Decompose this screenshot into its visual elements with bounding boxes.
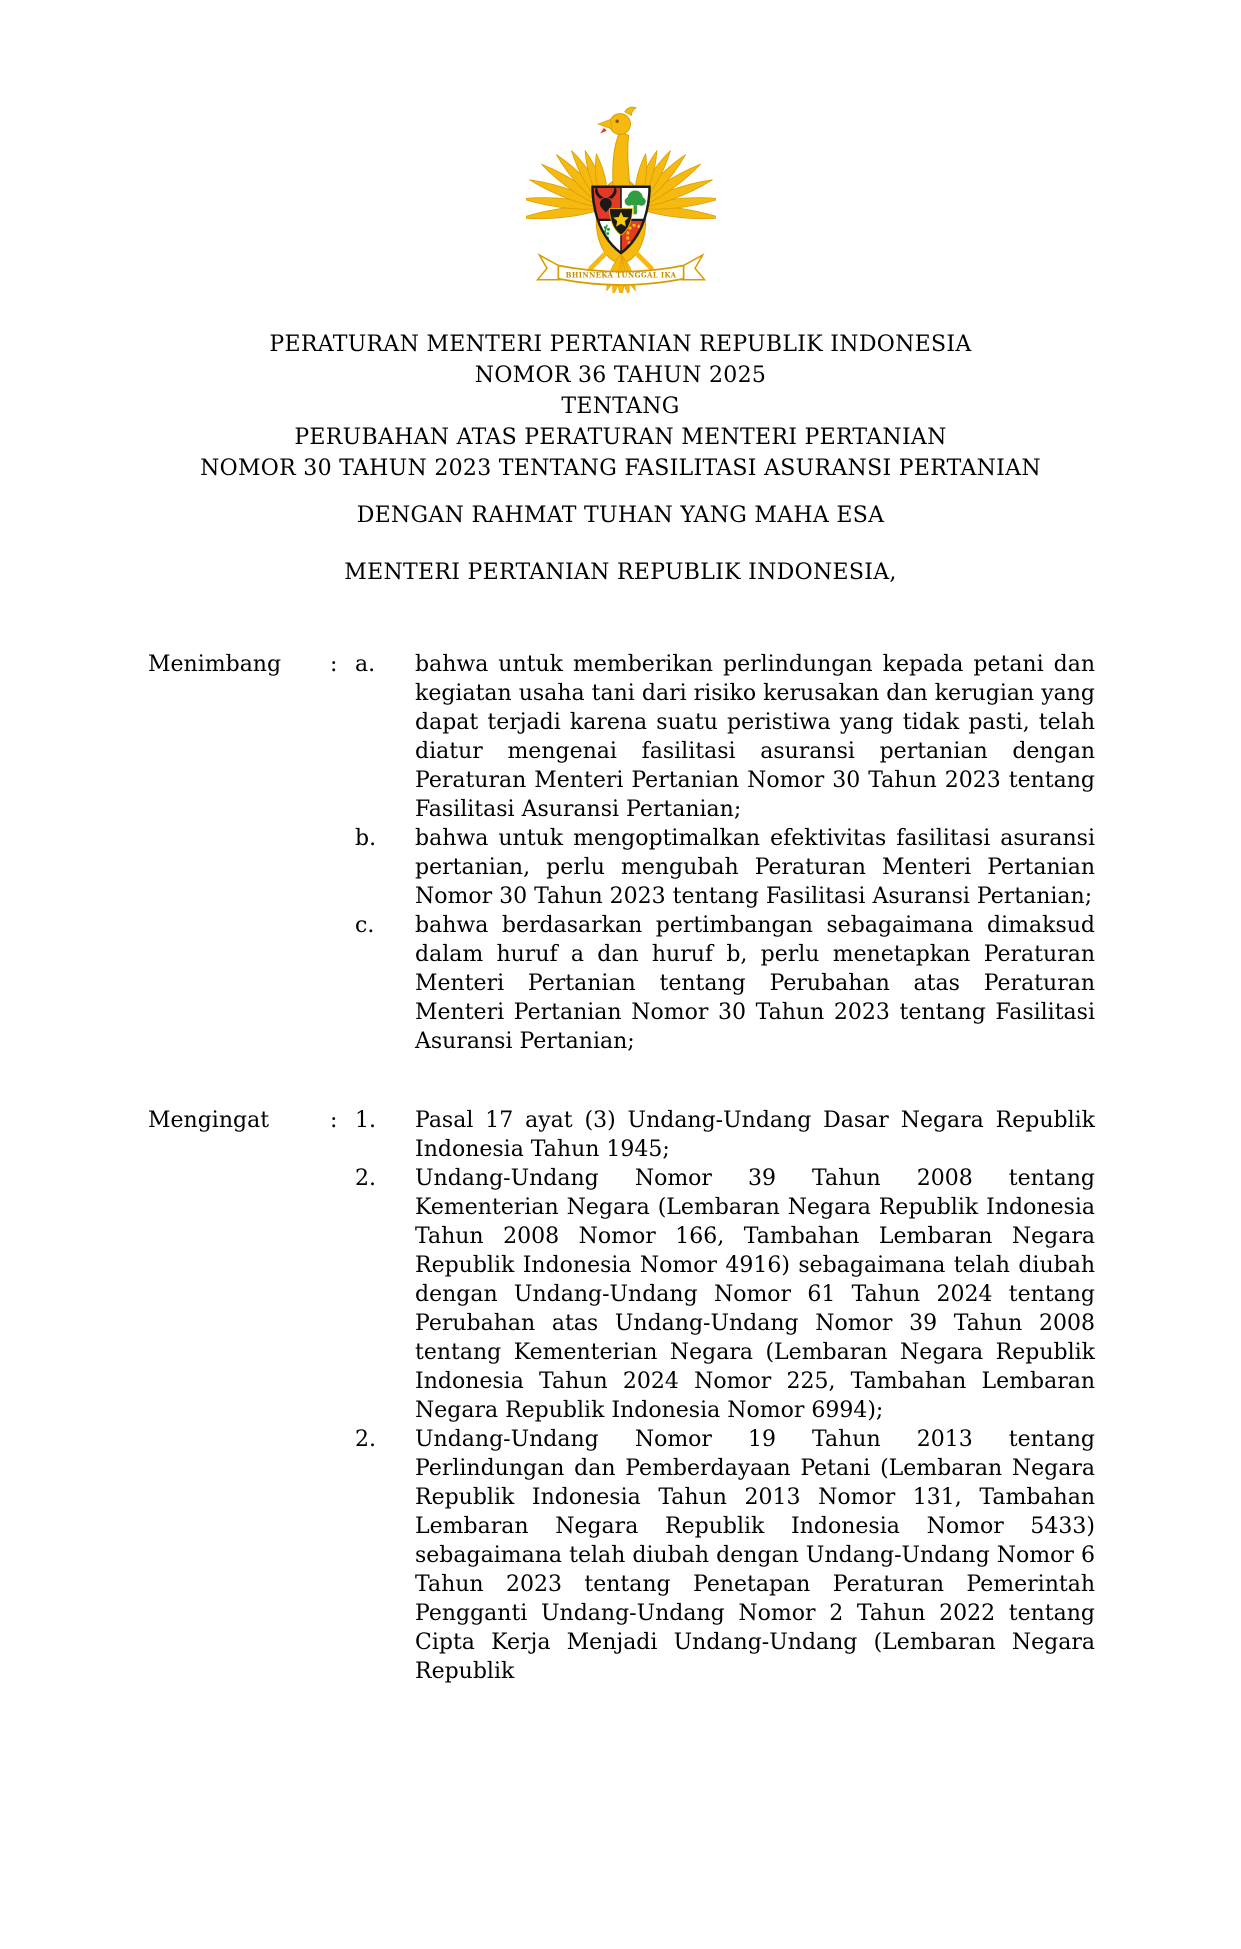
item-marker: c. [355, 913, 375, 938]
officiant-line: MENTERI PERTANIAN REPUBLIK INDONESIA, [344, 560, 897, 585]
item-text: bahwa berdasarkan pertimbangan sebagaimana dimaksud dalam huruf a dan huruf b, perlu menetapkan Peraturan Menteri Pertanian tentang Perubahan atas Peraturan Menteri Pertanian Nomor 30 Tahun 2023 tentang Fasilitasi Asuransi Pertanian; [415, 913, 1095, 1054]
document-body [148, 650, 1095, 1686]
legal-basis-item-3 [148, 1425, 1095, 1686]
beak [598, 119, 611, 128]
garuda-pancasila-emblem [526, 88, 716, 293]
item-text: Undang-Undang Nomor 39 Tahun 2008 tentang Kementerian Negara (Lembaran Negara Republik Indonesia Tahun 2008 Nomor 166, Tambahan Lembaran Negara Republik Indonesia Nomor 4916) sebagaimana telah diubah dengan Undang-Undang Nomor 61 Tahun 2024 tentang Perubahan atas Undang-Undang Nomor 39 Tahun 2008 tentang Kementerian Negara (Lembaran Negara Republik Indonesia Tahun 2024 Nomor 225, Tambahan Lembaran Negara Republik Indonesia Nomor 6994); [415, 1166, 1095, 1423]
pancasila-shield [590, 186, 651, 258]
section-colon: : [330, 1108, 338, 1133]
title-line-1: PERATURAN MENTERI PERTANIAN REPUBLIK INDONESIA [269, 332, 972, 357]
eagle-head [609, 114, 630, 135]
section-colon: : [330, 652, 338, 677]
title-line-5: NOMOR 30 TAHUN 2023 TENTANG FASILITASI ASURANSI PERTANIAN [200, 456, 1041, 481]
item-marker: 2. [355, 1166, 376, 1191]
item-marker: 2. [355, 1427, 376, 1452]
tongue [600, 128, 607, 134]
item-text: bahwa untuk mengoptimalkan efektivitas fasilitasi asuransi pertanian, perlu mengubah Peraturan Menteri Pertanian Nomor 30 Tahun 2023 tentang Fasilitasi Asuransi Pertanian; [415, 826, 1095, 909]
item-marker: a. [355, 652, 376, 677]
emblem-motto-text: BHINNEKA TUNGGAL IKA [565, 271, 676, 280]
title-line-2: NOMOR 36 TAHUN 2025 [474, 363, 767, 388]
consideration-item-c [148, 911, 1095, 1056]
garuda-pancasila-icon [526, 88, 716, 293]
eye [615, 120, 618, 123]
head-crest [624, 107, 635, 116]
consideration-item-b [148, 824, 1095, 911]
invocation-line: DENGAN RAHMAT TUHAN YANG MAHA ESA [356, 503, 885, 528]
title-line-4: PERUBAHAN ATAS PERATURAN MENTERI PERTANIAN [294, 425, 947, 450]
consideration-item-a [148, 650, 1095, 824]
title-line-3: TENTANG [561, 394, 680, 419]
section-menimbang [148, 650, 1095, 1056]
section-label: Mengingat [148, 1108, 270, 1133]
item-text: Undang-Undang Nomor 19 Tahun 2013 tentang Perlindungan dan Pemberdayaan Petani (Lembaran Negara Republik Indonesia Tahun 2013 Nomor 131, Tambahan Lembaran Negara Republik Indonesia Nomor 5433) sebagaimana telah diubah dengan Undang-Undang Nomor 6 Tahun 2023 tentang Penetapan Peraturan Pemerintah Pengganti Undang-Undang Nomor 2 Tahun 2022 tentang Cipta Kerja Menjadi Undang-Undang (Lembaran Negara Republik [415, 1427, 1095, 1684]
section-mengingat [148, 1106, 1095, 1686]
item-text: Pasal 17 ayat (3) Undang-Undang Dasar Negara Republik Indonesia Tahun 1945; [415, 1108, 1095, 1162]
item-text: bahwa untuk memberikan perlindungan kepada petani dan kegiatan usaha tani dari risiko kerusakan dan kerugian yang dapat terjadi karena suatu peristiwa yang tidak pasti, telah diatur mengenai fasilitasi asuransi pertanian dengan Peraturan Menteri Pertanian Nomor 30 Tahun 2023 tentang Fasilitasi Asuransi Pertanian; [415, 652, 1095, 822]
item-marker: 1. [355, 1108, 376, 1133]
item-marker: b. [355, 826, 377, 851]
legal-basis-item-2 [148, 1164, 1095, 1425]
document-title-block [0, 329, 1241, 484]
legal-basis-item-1 [148, 1106, 1095, 1164]
section-label: Menimbang [148, 652, 282, 677]
